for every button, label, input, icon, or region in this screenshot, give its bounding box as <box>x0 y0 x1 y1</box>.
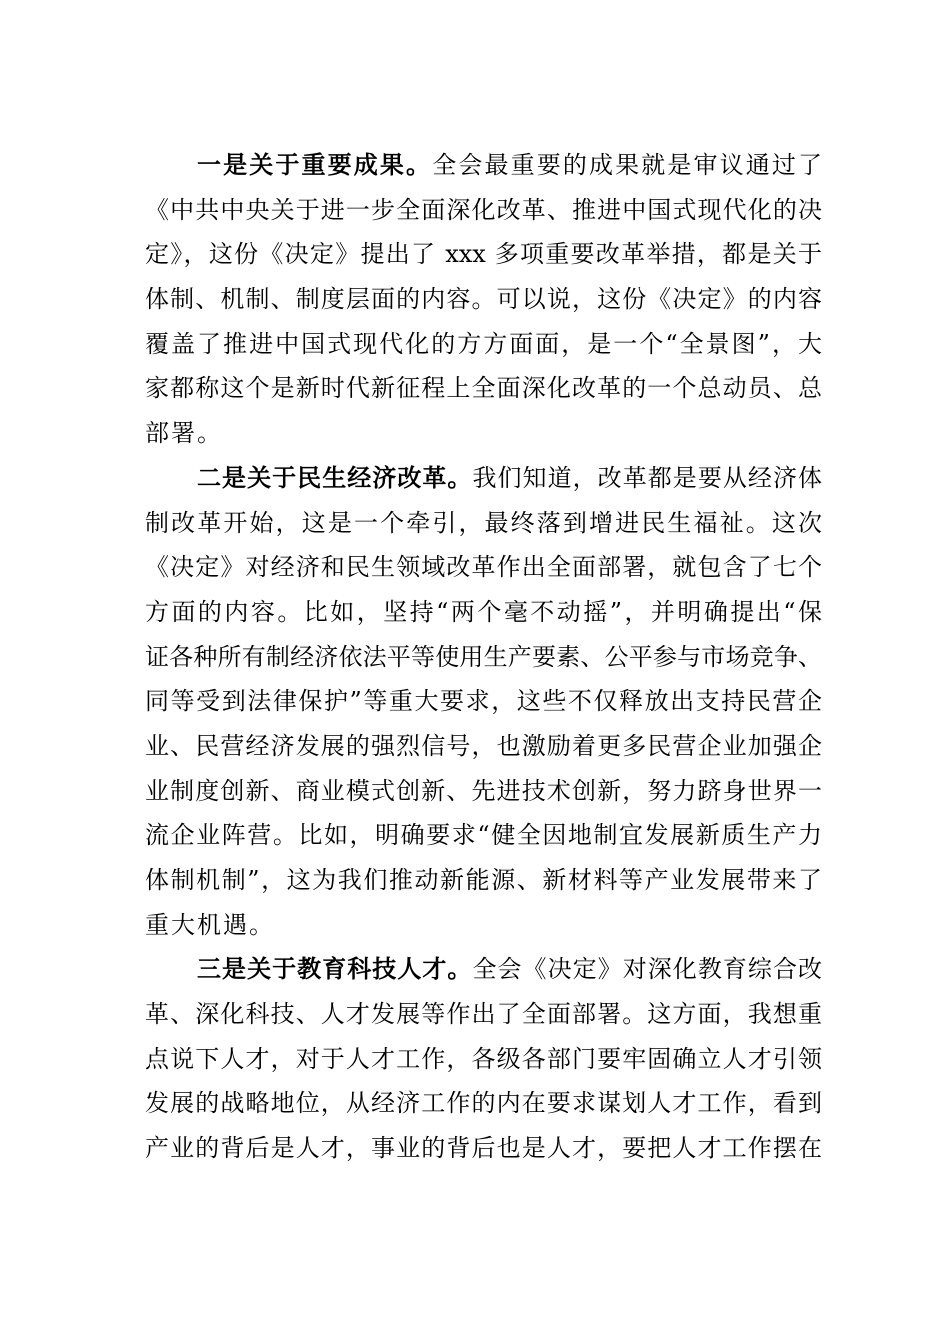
paragraph <box>145 143 822 456</box>
line-text: 全会最重要的成果就是审议通过了 <box>432 151 823 179</box>
paragraph-heading: 一是关于重要成果。 <box>197 150 433 179</box>
line-text: 部署。 <box>145 419 223 448</box>
text-line <box>145 635 822 680</box>
text-line <box>145 1037 822 1082</box>
text-line <box>145 1126 822 1171</box>
text-line <box>145 1081 822 1126</box>
text-line <box>145 143 822 188</box>
text-line <box>145 769 822 814</box>
text-line <box>145 679 822 724</box>
text-line <box>145 724 822 769</box>
line-text: 产业的背后是人才，事业的背后也是人才，要把人才工作摆在 <box>145 1134 822 1163</box>
text-line <box>145 277 822 322</box>
paragraph-heading: 三是关于教育科技人才。 <box>197 954 473 984</box>
text-line <box>145 903 822 948</box>
line-text: 全会《决定》对深化教育综合改 <box>472 955 823 984</box>
text-line <box>145 232 822 277</box>
line-text: 发展的战略地位，从经济工作的内在要求谋划人才工作，看到 <box>145 1089 822 1118</box>
line-text: 证各种所有制经济依法平等使用生产要素、公平参与市场竞争、 <box>145 642 822 671</box>
line-text: 方面的内容。比如，坚持“两个毫不动摇”，并明确提出“保 <box>145 597 822 626</box>
text-line <box>145 411 822 456</box>
line-text: 我们知道，改革都是要从经济体 <box>472 463 823 492</box>
line-text: 革、深化科技、人才发展等作出了全面部署。这方面，我想重 <box>145 1000 822 1029</box>
line-text: 《中共中央关于进一步全面深化改革、推进中国式现代化的决 <box>145 195 822 224</box>
text-line <box>145 456 822 501</box>
text-line <box>145 813 822 858</box>
paragraph <box>145 947 822 1170</box>
text-line <box>145 992 822 1037</box>
line-text: 体制、机制、制度层面的内容。可以说，这份《决定》的内容 <box>145 285 822 314</box>
paragraph <box>145 456 822 948</box>
line-text: 同等受到法律保护”等重大要求，这些不仅释放出支持民营企 <box>145 687 822 716</box>
line-text: 覆盖了推进中国式现代化的方方面面，是一个“全景图”，大 <box>145 329 822 358</box>
line-text: 制改革开始，这是一个牵引，最终落到增进民生福祉。这次 <box>145 508 822 537</box>
line-text: 定》，这份《决定》提出了 xxx 多项重要改革举措，都是关于 <box>145 240 822 269</box>
text-line <box>145 501 822 546</box>
line-text: 业制度创新、商业模式创新、先进技术创新，努力跻身世界一 <box>145 776 822 805</box>
text-line <box>145 947 822 992</box>
text-line <box>145 322 822 367</box>
text-line <box>145 545 822 590</box>
line-text: 流企业阵营。比如，明确要求“健全因地制宜发展新质生产力 <box>145 821 822 850</box>
line-text: 点说下人才，对于人才工作，各级各部门要牢固确立人才引领 <box>145 1044 822 1073</box>
text-line <box>145 858 822 903</box>
line-text: 重大机遇。 <box>145 910 275 939</box>
line-text: 《决定》对经济和民生领域改革作出全面部署，就包含了七个 <box>145 553 822 582</box>
text-line <box>145 590 822 635</box>
line-text: 家都称这个是新时代新征程上全面深化改革的一个总动员、总 <box>145 374 822 403</box>
document-body <box>145 143 822 1171</box>
text-line <box>145 366 822 411</box>
line-text: 业、民营经济发展的强烈信号，也激励着更多民营企业加强企 <box>145 731 822 760</box>
line-text: 体制机制”，这为我们推动新能源、新材料等产业发展带来了 <box>145 866 822 894</box>
paragraph-heading: 二是关于民生经济改革。 <box>197 462 473 492</box>
text-line <box>145 188 822 233</box>
